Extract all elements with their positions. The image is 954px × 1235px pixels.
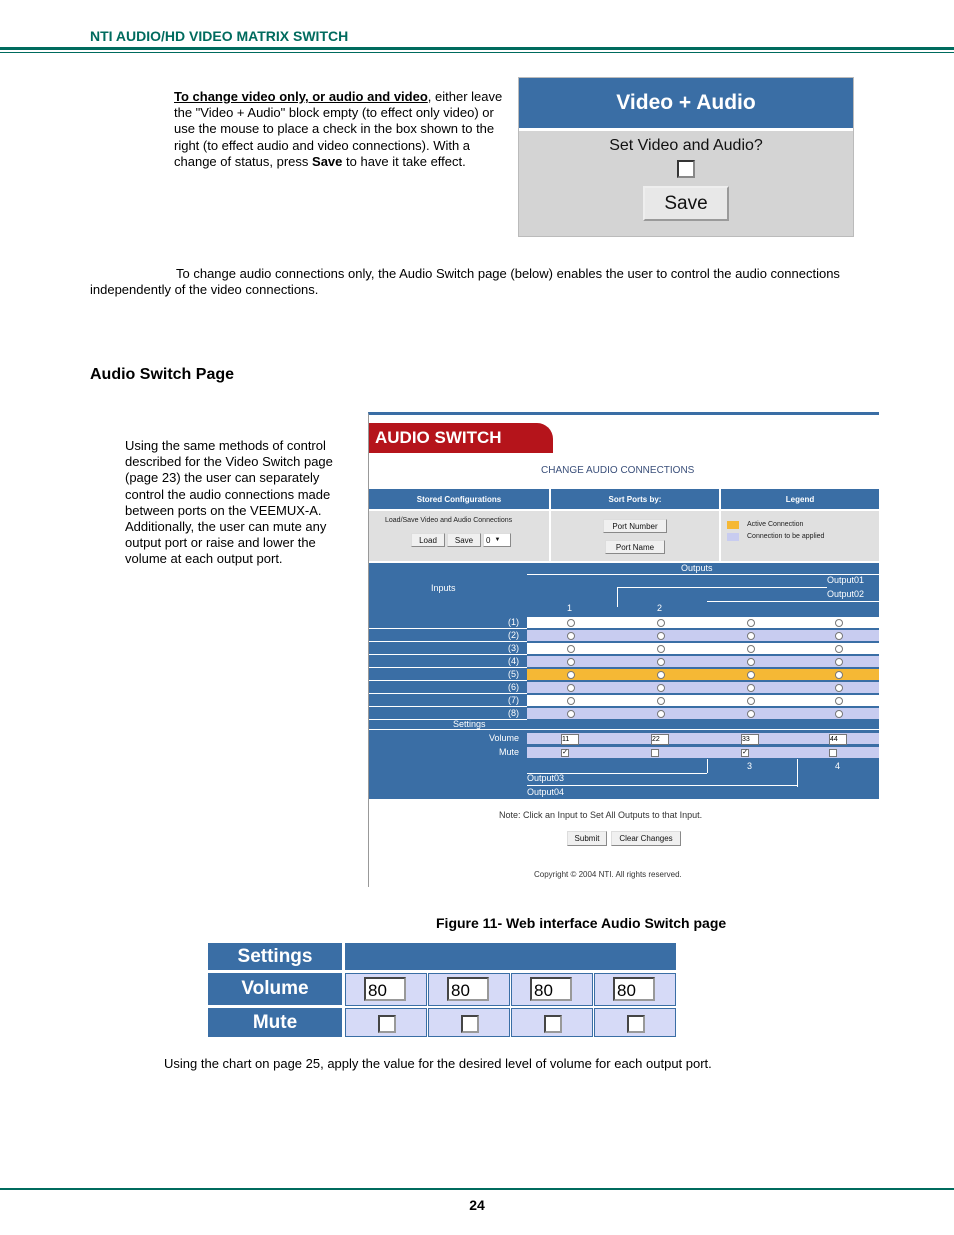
input-row[interactable]: [527, 682, 879, 693]
connection-radio[interactable]: [835, 710, 843, 718]
port-name-button[interactable]: Port Name: [605, 540, 665, 554]
input-row-label[interactable]: (3): [508, 643, 519, 653]
settings-mute-cell: [511, 1008, 593, 1037]
stored-config-cell: [369, 511, 549, 561]
settings-mute-cell: [345, 1008, 427, 1037]
bottom-paragraph: Using the chart on page 25, apply the value for the desired level of volume for each output port.: [164, 1056, 712, 1071]
output-num-1: 1: [567, 603, 573, 613]
connection-radio[interactable]: [657, 684, 665, 692]
video-audio-panel: [518, 77, 854, 237]
settings-panel-settings: Settings: [208, 943, 342, 970]
input-row-label[interactable]: (7): [508, 695, 519, 705]
section-heading: Audio Switch Page: [90, 366, 235, 383]
connection-radio[interactable]: [567, 697, 575, 705]
audio-paragraph: To change audio connections only, the Audio Switch page (below) enables the user to control the audio connections independently of the video connections.: [90, 266, 840, 298]
settings-mute-checkbox[interactable]: [627, 1015, 645, 1033]
output-num-3: 3: [747, 761, 753, 771]
header-rule-thin: [0, 52, 954, 53]
audio-switch-subtitle: CHANGE AUDIO CONNECTIONS: [541, 465, 695, 476]
input-row[interactable]: [527, 643, 879, 654]
settings-volume-input[interactable]: 80: [530, 977, 572, 1001]
connection-radio[interactable]: [747, 697, 755, 705]
connection-radio[interactable]: [567, 632, 575, 640]
legend-active-label: Active Connection: [747, 521, 804, 528]
row-divider: [369, 706, 527, 707]
active-connection-swatch: [727, 521, 739, 529]
connection-radio[interactable]: [657, 619, 665, 627]
config-select[interactable]: [483, 533, 511, 547]
connection-radio[interactable]: [835, 619, 843, 627]
running-header: NTI AUDIO/HD VIDEO MATRIX SWITCH: [90, 28, 349, 44]
settings-panel-mute: Mute: [208, 1008, 342, 1037]
config-select-value: 0: [486, 535, 491, 545]
connection-radio[interactable]: [835, 671, 843, 679]
intro-text-2: to have it take effect.: [342, 153, 466, 169]
connection-radio[interactable]: [835, 684, 843, 692]
settings-volume-cell: [511, 973, 593, 1006]
connection-radio[interactable]: [835, 632, 843, 640]
volume-label: Volume: [488, 733, 519, 743]
connection-radio[interactable]: [567, 645, 575, 653]
matrix-note: Note: Click an Input to Set All Outputs to that Input.: [499, 810, 703, 820]
connection-radio[interactable]: [567, 671, 575, 679]
output-bracket-3v: [707, 759, 708, 773]
connection-radio[interactable]: [835, 658, 843, 666]
connection-radio[interactable]: [747, 632, 755, 640]
output-bracket-2h: [707, 601, 879, 602]
row-divider: [369, 628, 527, 629]
settings-panel-header-bar: [345, 943, 676, 970]
legend-header: Legend: [721, 489, 879, 509]
settings-volume-cell: [594, 973, 676, 1006]
legend-tobe-label: Connection to be applied: [747, 533, 825, 540]
chevron-down-icon: ▼: [494, 537, 501, 543]
output-num-4: 4: [835, 761, 841, 771]
connection-radio[interactable]: [835, 645, 843, 653]
mute-checkbox[interactable]: ✓: [562, 749, 568, 756]
volume-input[interactable]: 22: [651, 734, 669, 745]
load-save-label: Load/Save Video and Audio Connections: [385, 517, 513, 524]
copyright: Copyright © 2004 NTI. All rights reserved.: [534, 870, 682, 879]
input-row-label[interactable]: (4): [508, 656, 519, 666]
connection-radio[interactable]: [567, 619, 575, 627]
intro-paragraph: [174, 89, 504, 170]
port-number-button[interactable]: Port Number: [603, 519, 667, 533]
mute-row: [527, 747, 879, 758]
output04-label: Output04: [527, 787, 565, 797]
connection-radio[interactable]: [657, 658, 665, 666]
volume-input[interactable]: 44: [829, 734, 847, 745]
settings-divider: [369, 729, 879, 730]
settings-volume-cell: [428, 973, 510, 1006]
output-bracket-4h: [527, 785, 797, 786]
connection-radio[interactable]: [567, 710, 575, 718]
input-row[interactable]: [527, 669, 879, 680]
save-config-button[interactable]: Save: [447, 533, 481, 547]
connection-radio[interactable]: [657, 645, 665, 653]
legend-cell: [721, 511, 879, 561]
input-row-label[interactable]: (8): [508, 708, 519, 718]
connection-radio[interactable]: [657, 632, 665, 640]
connection-radio[interactable]: [747, 658, 755, 666]
row-divider: [369, 667, 527, 668]
clear-changes-button[interactable]: Clear Changes: [611, 831, 681, 846]
output01-label: Output01: [827, 575, 865, 585]
settings-mute-checkbox[interactable]: [378, 1015, 396, 1033]
settings-mute-cell: [428, 1008, 510, 1037]
header-rule: [0, 47, 954, 50]
video-audio-title: Video + Audio: [519, 78, 853, 131]
intro-link-text: To change video only, or audio and video: [174, 89, 428, 104]
to-be-applied-swatch: [727, 533, 739, 541]
settings-volume-input[interactable]: 80: [447, 977, 489, 1001]
submit-button[interactable]: Submit: [567, 831, 607, 846]
settings-volume-input[interactable]: 80: [364, 977, 406, 1001]
audio-matrix: [369, 563, 879, 799]
settings-mute-checkbox[interactable]: [461, 1015, 479, 1033]
input-row[interactable]: [527, 630, 879, 641]
row-divider: [369, 719, 527, 720]
footer-rule: [0, 1188, 954, 1190]
settings-label: Settings: [453, 719, 486, 729]
row-divider: [369, 693, 527, 694]
output-num-2: 2: [657, 603, 663, 613]
output-bracket-1h: [617, 587, 827, 588]
stored-config-header: Stored Configurations: [369, 489, 549, 509]
figure-caption: Figure 11- Web interface Audio Switch page: [436, 915, 727, 931]
input-row[interactable]: [527, 656, 879, 667]
input-row[interactable]: [527, 708, 879, 719]
page-number: 24: [469, 1197, 485, 1213]
input-row[interactable]: [527, 695, 879, 706]
row-divider: [369, 641, 527, 642]
video-audio-checkbox[interactable]: [677, 160, 695, 178]
settings-mute-cell: [594, 1008, 676, 1037]
settings-volume-cell: [345, 973, 427, 1006]
volume-input[interactable]: 11: [561, 734, 579, 745]
connection-radio[interactable]: [657, 671, 665, 679]
intro-text-1: , either leave the "Video + Audio" block empty (to effect only video) or use the mouse to place a check in the box shown to the right (to effect audio and video connections). With a change of status, press: [174, 89, 503, 169]
volume-input[interactable]: 33: [741, 734, 759, 745]
video-audio-question: Set Video and Audio?: [609, 137, 763, 154]
input-row-label[interactable]: (5): [508, 669, 519, 679]
intro-save-word: Save: [312, 153, 343, 169]
input-row-label[interactable]: (1): [508, 617, 519, 627]
connection-radio[interactable]: [835, 697, 843, 705]
settings-mute-checkbox[interactable]: [544, 1015, 562, 1033]
sort-ports-header: Sort Ports by:: [551, 489, 719, 509]
audio-switch-screenshot: [368, 412, 879, 887]
mute-checkbox[interactable]: [651, 749, 659, 757]
output-bracket-1: [617, 587, 618, 607]
sort-ports-cell: [551, 511, 719, 561]
connection-radio[interactable]: [747, 684, 755, 692]
inputs-label: Inputs: [431, 583, 456, 593]
audio-switch-banner: AUDIO SWITCH: [369, 423, 553, 453]
connection-radio[interactable]: [567, 658, 575, 666]
input-row[interactable]: [527, 617, 879, 628]
side-paragraph: Using the same methods of control described for the Video Switch page (page 23) the user can separately control the audio connections made between ports on the VEEMUX-A. Additionally, the user can mute any output port or raise and lower the volume at each output port.: [125, 438, 333, 567]
output03-label: Output03: [527, 773, 565, 783]
connection-radio[interactable]: [747, 710, 755, 718]
input-row-label[interactable]: (6): [508, 682, 519, 692]
connection-radio[interactable]: [747, 645, 755, 653]
output-bracket-4v: [797, 759, 798, 787]
row-divider: [369, 680, 527, 681]
connection-radio[interactable]: [747, 619, 755, 627]
volume-row: [527, 733, 879, 744]
outputs-label: Outputs: [681, 563, 713, 573]
input-row-label[interactable]: (2): [508, 630, 519, 640]
mute-checkbox[interactable]: ✓: [742, 749, 748, 756]
connection-radio[interactable]: [747, 671, 755, 679]
video-audio-save-button[interactable]: Save: [643, 186, 729, 221]
settings-volume-input[interactable]: 80: [613, 977, 655, 1001]
mute-label: Mute: [498, 747, 519, 757]
settings-panel-volume: Volume: [208, 973, 342, 1005]
connection-radio[interactable]: [657, 697, 665, 705]
row-divider: [369, 654, 527, 655]
settings-panel: [208, 943, 676, 1037]
mute-checkbox[interactable]: [829, 749, 837, 757]
connection-radio[interactable]: [567, 684, 575, 692]
load-button[interactable]: Load: [411, 533, 445, 547]
output02-label: Output02: [827, 589, 865, 599]
connection-radio[interactable]: [657, 710, 665, 718]
